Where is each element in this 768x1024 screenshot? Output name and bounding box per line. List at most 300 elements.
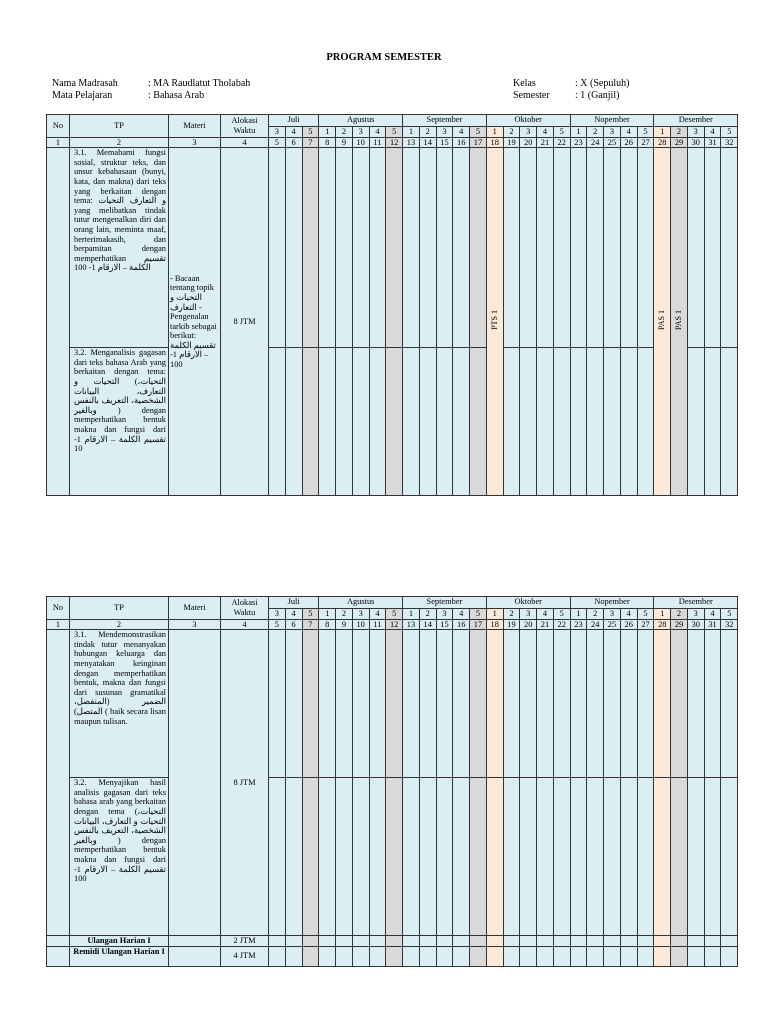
week-cell xyxy=(704,778,721,936)
week-cell xyxy=(721,348,738,496)
week-cell xyxy=(436,946,453,966)
column-number: 5 xyxy=(269,619,286,630)
week-cell xyxy=(302,630,319,778)
week-cell xyxy=(503,946,520,966)
week-cell xyxy=(537,936,554,947)
week-number: 1 xyxy=(319,609,336,620)
week-number: 2 xyxy=(419,127,436,138)
week-cell xyxy=(302,936,319,947)
column-number: 19 xyxy=(503,619,520,630)
column-number: 3 xyxy=(169,619,221,630)
week-number: 4 xyxy=(704,609,721,620)
week-number: 1 xyxy=(319,127,336,138)
remidi-alokasi: 4 JTM xyxy=(221,946,269,966)
week-number: 1 xyxy=(403,127,420,138)
week-cell xyxy=(687,778,704,936)
week-number: 4 xyxy=(285,127,302,138)
week-cell xyxy=(453,778,470,936)
week-cell xyxy=(537,946,554,966)
pas-label: PAS 1 xyxy=(657,310,667,331)
mapel-value: : Bahasa Arab xyxy=(148,90,205,101)
week-cell xyxy=(453,936,470,947)
pas-label: PAS 1 xyxy=(674,310,684,331)
week-number: 2 xyxy=(671,609,688,620)
week-number: 5 xyxy=(470,127,487,138)
week-number: 1 xyxy=(654,609,671,620)
materi-cell xyxy=(169,630,221,936)
alokasi-value: 8 JTM xyxy=(221,630,269,936)
page-title: PROGRAM SEMESTER xyxy=(326,52,442,63)
column-number: 22 xyxy=(553,619,570,630)
week-cell xyxy=(419,348,436,496)
row-number xyxy=(47,630,70,936)
week-cell xyxy=(570,148,587,348)
week-number: 2 xyxy=(336,609,353,620)
week-cell xyxy=(386,148,403,348)
week-cell xyxy=(637,148,654,348)
week-cell xyxy=(285,778,302,936)
week-cell xyxy=(604,148,621,348)
week-cell xyxy=(637,946,654,966)
column-number: 21 xyxy=(537,137,554,148)
week-number: 3 xyxy=(436,609,453,620)
header-row-months xyxy=(47,115,738,127)
week-cell xyxy=(470,778,487,936)
week-cell xyxy=(654,148,671,496)
week-cell xyxy=(587,630,604,778)
row-number xyxy=(47,936,70,947)
column-number: 8 xyxy=(319,619,336,630)
week-cell xyxy=(671,778,688,936)
column-number: 7 xyxy=(302,137,319,148)
week-cell xyxy=(537,778,554,936)
week-cell xyxy=(553,936,570,947)
week-number: 3 xyxy=(520,127,537,138)
week-cell xyxy=(637,936,654,947)
column-number: 11 xyxy=(369,137,386,148)
week-number: 3 xyxy=(436,127,453,138)
week-number: 2 xyxy=(336,127,353,138)
week-cell xyxy=(637,630,654,778)
week-number: 4 xyxy=(453,609,470,620)
week-cell xyxy=(386,348,403,496)
week-number: 5 xyxy=(637,609,654,620)
week-cell xyxy=(620,148,637,348)
week-cell xyxy=(436,148,453,348)
week-cell xyxy=(503,148,520,348)
week-cell xyxy=(704,148,721,348)
week-cell xyxy=(587,778,604,936)
column-number: 24 xyxy=(587,137,604,148)
month-header: Desember xyxy=(654,115,738,127)
week-number: 4 xyxy=(369,609,386,620)
week-cell xyxy=(269,778,286,936)
week-number: 5 xyxy=(721,127,738,138)
month-header: Juli xyxy=(269,597,319,609)
column-number: 22 xyxy=(553,137,570,148)
column-number: 16 xyxy=(453,137,470,148)
column-number: 15 xyxy=(436,619,453,630)
week-cell xyxy=(369,630,386,778)
week-cell xyxy=(704,936,721,947)
ulangan-row xyxy=(47,936,738,947)
week-number: 5 xyxy=(302,127,319,138)
week-cell xyxy=(352,778,369,936)
column-number: 29 xyxy=(671,137,688,148)
week-cell xyxy=(269,148,286,348)
week-number: 5 xyxy=(386,609,403,620)
table-row xyxy=(47,630,738,778)
week-number: 3 xyxy=(269,609,286,620)
column-number: 18 xyxy=(486,619,503,630)
column-number: 14 xyxy=(419,619,436,630)
week-cell xyxy=(570,630,587,778)
week-cell xyxy=(285,348,302,496)
madrasah-label: Nama Madrasah xyxy=(52,78,118,89)
month-header: Nopember xyxy=(570,597,654,609)
week-cell xyxy=(587,348,604,496)
row-number xyxy=(47,148,70,496)
week-cell xyxy=(319,946,336,966)
week-number: 1 xyxy=(403,609,420,620)
semester-label: Semester xyxy=(513,90,550,101)
column-number: 5 xyxy=(269,137,286,148)
tp-text: 3.2. Menyajikan hasil analisis gagasan dari teks bahasa arab yang berkaitan dengan tema التحيات،) التحيات و التعارف، البيانات الشخصية، التعريف بالنفس وبالغير ) dengan memperhatikan bentuk makna dan fungsi dari تقسيم الكلمة – الارقام 1- 100 xyxy=(70,778,169,936)
week-cell xyxy=(503,630,520,778)
col-no-header: No xyxy=(47,115,70,138)
week-cell xyxy=(419,946,436,966)
week-cell xyxy=(687,148,704,348)
week-cell xyxy=(319,148,336,348)
column-number: 31 xyxy=(704,619,721,630)
week-cell xyxy=(486,936,503,947)
column-number: 13 xyxy=(403,619,420,630)
week-cell xyxy=(654,946,671,966)
week-cell xyxy=(403,778,420,936)
week-cell xyxy=(486,778,503,936)
week-number: 5 xyxy=(553,609,570,620)
week-cell xyxy=(570,348,587,496)
week-cell xyxy=(369,936,386,947)
column-number: 9 xyxy=(336,619,353,630)
week-cell xyxy=(520,348,537,496)
week-cell xyxy=(285,946,302,966)
week-number: 3 xyxy=(687,127,704,138)
week-cell xyxy=(453,630,470,778)
column-number: 20 xyxy=(520,619,537,630)
week-number: 3 xyxy=(352,127,369,138)
week-number: 4 xyxy=(369,127,386,138)
week-cell xyxy=(403,946,420,966)
materi-cell xyxy=(169,936,221,947)
week-cell xyxy=(470,936,487,947)
week-cell xyxy=(704,630,721,778)
week-number: 4 xyxy=(285,609,302,620)
column-number: 16 xyxy=(453,619,470,630)
week-cell xyxy=(369,778,386,936)
week-cell xyxy=(587,936,604,947)
week-number: 3 xyxy=(687,609,704,620)
week-cell xyxy=(386,946,403,966)
column-number: 14 xyxy=(419,137,436,148)
column-number: 10 xyxy=(352,137,369,148)
week-cell xyxy=(537,630,554,778)
col-materi-header: Materi xyxy=(169,597,221,620)
week-cell xyxy=(520,946,537,966)
week-cell xyxy=(620,778,637,936)
week-cell xyxy=(436,630,453,778)
week-cell xyxy=(570,778,587,936)
week-cell xyxy=(386,936,403,947)
week-cell xyxy=(604,946,621,966)
week-number: 3 xyxy=(352,609,369,620)
column-number: 25 xyxy=(604,137,621,148)
identity-right xyxy=(513,78,629,102)
semester-table-1 xyxy=(46,114,738,496)
week-cell xyxy=(587,148,604,348)
col-materi-header: Materi xyxy=(169,115,221,138)
column-number: 27 xyxy=(637,137,654,148)
week-cell xyxy=(269,348,286,496)
week-number: 3 xyxy=(604,127,621,138)
week-cell xyxy=(654,630,671,778)
remidi-row xyxy=(47,946,738,966)
column-number: 10 xyxy=(352,619,369,630)
week-cell xyxy=(336,148,353,348)
tp-text: 3.1. Mendemonstrasikan tindak tutur menanyakan hubungan keluarga dan menyatakan keinginan dengan memperhatikan bentuk, makna dan fungsi dari susunan gramatikal الضمير (المنفصل، المتصل) ( baik secara lisan maupun tulisan. xyxy=(70,630,169,778)
week-number: 5 xyxy=(386,127,403,138)
month-header: Desember xyxy=(654,597,738,609)
table-row xyxy=(47,778,738,936)
week-number: 1 xyxy=(486,127,503,138)
column-number: 19 xyxy=(503,137,520,148)
week-cell xyxy=(620,936,637,947)
column-number: 3 xyxy=(169,137,221,148)
column-number: 26 xyxy=(620,619,637,630)
week-cell xyxy=(520,148,537,348)
week-cell xyxy=(570,946,587,966)
week-cell xyxy=(369,946,386,966)
remidi-label: Remidi Ulangan Harian I xyxy=(70,946,169,966)
tp-text: 3.1. Memahami fungsi sosial, struktur teks, dan unsur kebahasaan (bunyi, kata, dan makna) dari teks yang berkaitan dengan tema: و التعارف التحيات yang melibatkan tindak tutur mengenalkan diri dan orang lain, meminta maaf, berterimakasih, dan berpamitan dengan memperhatikan تقسيم الكلمة – الارقام 1- 100 xyxy=(70,148,169,348)
madrasah-value: : MA Raudlatut Tholabah xyxy=(148,78,251,89)
week-cell xyxy=(352,936,369,947)
week-number: 1 xyxy=(486,609,503,620)
week-cell xyxy=(403,936,420,947)
week-number: 5 xyxy=(553,127,570,138)
table-row xyxy=(47,348,738,496)
column-number: 17 xyxy=(470,137,487,148)
header-row-months xyxy=(47,597,738,609)
week-cell xyxy=(721,630,738,778)
column-number: 26 xyxy=(620,137,637,148)
week-cell xyxy=(386,778,403,936)
materi-cell xyxy=(169,946,221,966)
column-number: 1 xyxy=(47,137,70,148)
column-number: 30 xyxy=(687,137,704,148)
month-header: Agustus xyxy=(319,597,403,609)
week-cell xyxy=(520,778,537,936)
week-cell xyxy=(470,630,487,778)
column-number: 21 xyxy=(537,619,554,630)
week-cell xyxy=(486,946,503,966)
week-cell xyxy=(553,630,570,778)
week-number: 2 xyxy=(419,609,436,620)
week-cell xyxy=(604,348,621,496)
week-cell xyxy=(369,348,386,496)
week-number: 1 xyxy=(654,127,671,138)
week-cell xyxy=(336,348,353,496)
column-number: 13 xyxy=(403,137,420,148)
week-cell xyxy=(302,148,319,348)
week-cell xyxy=(419,630,436,778)
week-cell xyxy=(637,348,654,496)
week-cell xyxy=(553,148,570,348)
week-cell xyxy=(319,936,336,947)
week-number: 4 xyxy=(620,609,637,620)
week-cell xyxy=(687,348,704,496)
week-cell xyxy=(553,348,570,496)
column-number: 4 xyxy=(221,137,269,148)
week-cell xyxy=(687,946,704,966)
month-header: Agustus xyxy=(319,115,403,127)
month-header: Oktober xyxy=(486,115,570,127)
week-cell xyxy=(269,630,286,778)
week-cell xyxy=(470,946,487,966)
kelas-value: : X (Sepuluh) xyxy=(575,78,630,89)
column-number: 2 xyxy=(70,619,169,630)
week-cell xyxy=(419,936,436,947)
week-cell xyxy=(319,630,336,778)
week-cell xyxy=(553,946,570,966)
column-number: 27 xyxy=(637,619,654,630)
week-number: 2 xyxy=(671,127,688,138)
kelas-label: Kelas xyxy=(513,78,536,89)
week-cell xyxy=(637,778,654,936)
week-cell xyxy=(436,348,453,496)
week-number: 1 xyxy=(570,127,587,138)
col-no-header: No xyxy=(47,597,70,620)
week-cell xyxy=(352,148,369,348)
week-cell xyxy=(403,348,420,496)
week-cell xyxy=(587,946,604,966)
week-cell xyxy=(352,348,369,496)
column-number: 6 xyxy=(285,137,302,148)
month-header: Nopember xyxy=(570,115,654,127)
week-cell xyxy=(436,778,453,936)
week-cell xyxy=(537,348,554,496)
week-cell xyxy=(419,148,436,348)
tp-text: 3.2. Menganalisis gagasan dari teks bahasa Arab yang berkaitan dengan tema: التحيات،) التحيات و التعارف، البيانات الشخصية، التعريف بالنفس وبالغير ) dengan memperhatikan bentuk makna dan fungsi dari تقسيم الكلمة – الارقام 1- 10 xyxy=(70,348,169,496)
week-cell xyxy=(604,778,621,936)
week-cell xyxy=(671,936,688,947)
week-cell xyxy=(302,348,319,496)
week-number: 5 xyxy=(637,127,654,138)
week-cell xyxy=(470,148,487,348)
week-cell xyxy=(319,348,336,496)
week-cell xyxy=(687,936,704,947)
week-number: 2 xyxy=(503,127,520,138)
row-number xyxy=(47,946,70,966)
column-number: 4 xyxy=(221,619,269,630)
col-tp-header: TP xyxy=(70,115,169,138)
week-cell xyxy=(336,936,353,947)
column-number: 6 xyxy=(285,619,302,630)
week-cell xyxy=(319,778,336,936)
week-cell xyxy=(486,148,503,496)
column-number: 24 xyxy=(587,619,604,630)
week-cell xyxy=(721,946,738,966)
column-number: 31 xyxy=(704,137,721,148)
col-alokasi-header: Alokasi Waktu xyxy=(221,115,269,138)
week-cell xyxy=(470,348,487,496)
week-number: 4 xyxy=(453,127,470,138)
column-number: 30 xyxy=(687,619,704,630)
pts-label: PTS 1 xyxy=(489,310,499,331)
column-number: 23 xyxy=(570,619,587,630)
column-number: 28 xyxy=(654,137,671,148)
column-number: 7 xyxy=(302,619,319,630)
alokasi-value: 8 JTM xyxy=(221,148,269,496)
column-number: 9 xyxy=(336,137,353,148)
ulangan-label: Ulangan Harian I xyxy=(70,936,169,947)
week-cell xyxy=(671,148,688,496)
week-cell xyxy=(620,630,637,778)
column-number: 11 xyxy=(369,619,386,630)
week-cell xyxy=(453,946,470,966)
week-cell xyxy=(503,348,520,496)
week-cell xyxy=(721,778,738,936)
materi-text: - Bacaan tentang topik التحيات و التعارف - Pengenalan tarkib sebagai berikut: تقسيم الكلمة – الارقام 1- 100 xyxy=(169,148,221,496)
week-cell xyxy=(620,946,637,966)
week-cell xyxy=(285,630,302,778)
column-number: 15 xyxy=(436,137,453,148)
week-cell xyxy=(453,348,470,496)
week-cell xyxy=(537,148,554,348)
week-cell xyxy=(269,946,286,966)
week-number: 3 xyxy=(520,609,537,620)
semester-value: : 1 (Ganjil) xyxy=(575,90,620,101)
semester-table-2 xyxy=(46,596,738,967)
week-cell xyxy=(687,630,704,778)
week-cell xyxy=(453,148,470,348)
mapel-label: Mata Pelajaran xyxy=(52,90,113,101)
column-number: 32 xyxy=(721,619,738,630)
week-number: 4 xyxy=(537,127,554,138)
week-cell xyxy=(403,630,420,778)
week-cell xyxy=(352,630,369,778)
week-cell xyxy=(352,946,369,966)
column-number: 2 xyxy=(70,137,169,148)
week-cell xyxy=(302,946,319,966)
col-alokasi-header: Alokasi Waktu xyxy=(221,597,269,620)
week-number: 4 xyxy=(620,127,637,138)
column-number: 32 xyxy=(721,137,738,148)
week-number: 3 xyxy=(604,609,621,620)
column-number: 23 xyxy=(570,137,587,148)
week-cell xyxy=(620,348,637,496)
week-cell xyxy=(604,936,621,947)
column-number: 12 xyxy=(386,619,403,630)
column-number: 28 xyxy=(654,619,671,630)
week-number: 5 xyxy=(302,609,319,620)
week-cell xyxy=(336,778,353,936)
week-cell xyxy=(403,148,420,348)
week-cell xyxy=(285,148,302,348)
week-number: 2 xyxy=(587,609,604,620)
column-number: 17 xyxy=(470,619,487,630)
column-number-row xyxy=(47,137,738,148)
